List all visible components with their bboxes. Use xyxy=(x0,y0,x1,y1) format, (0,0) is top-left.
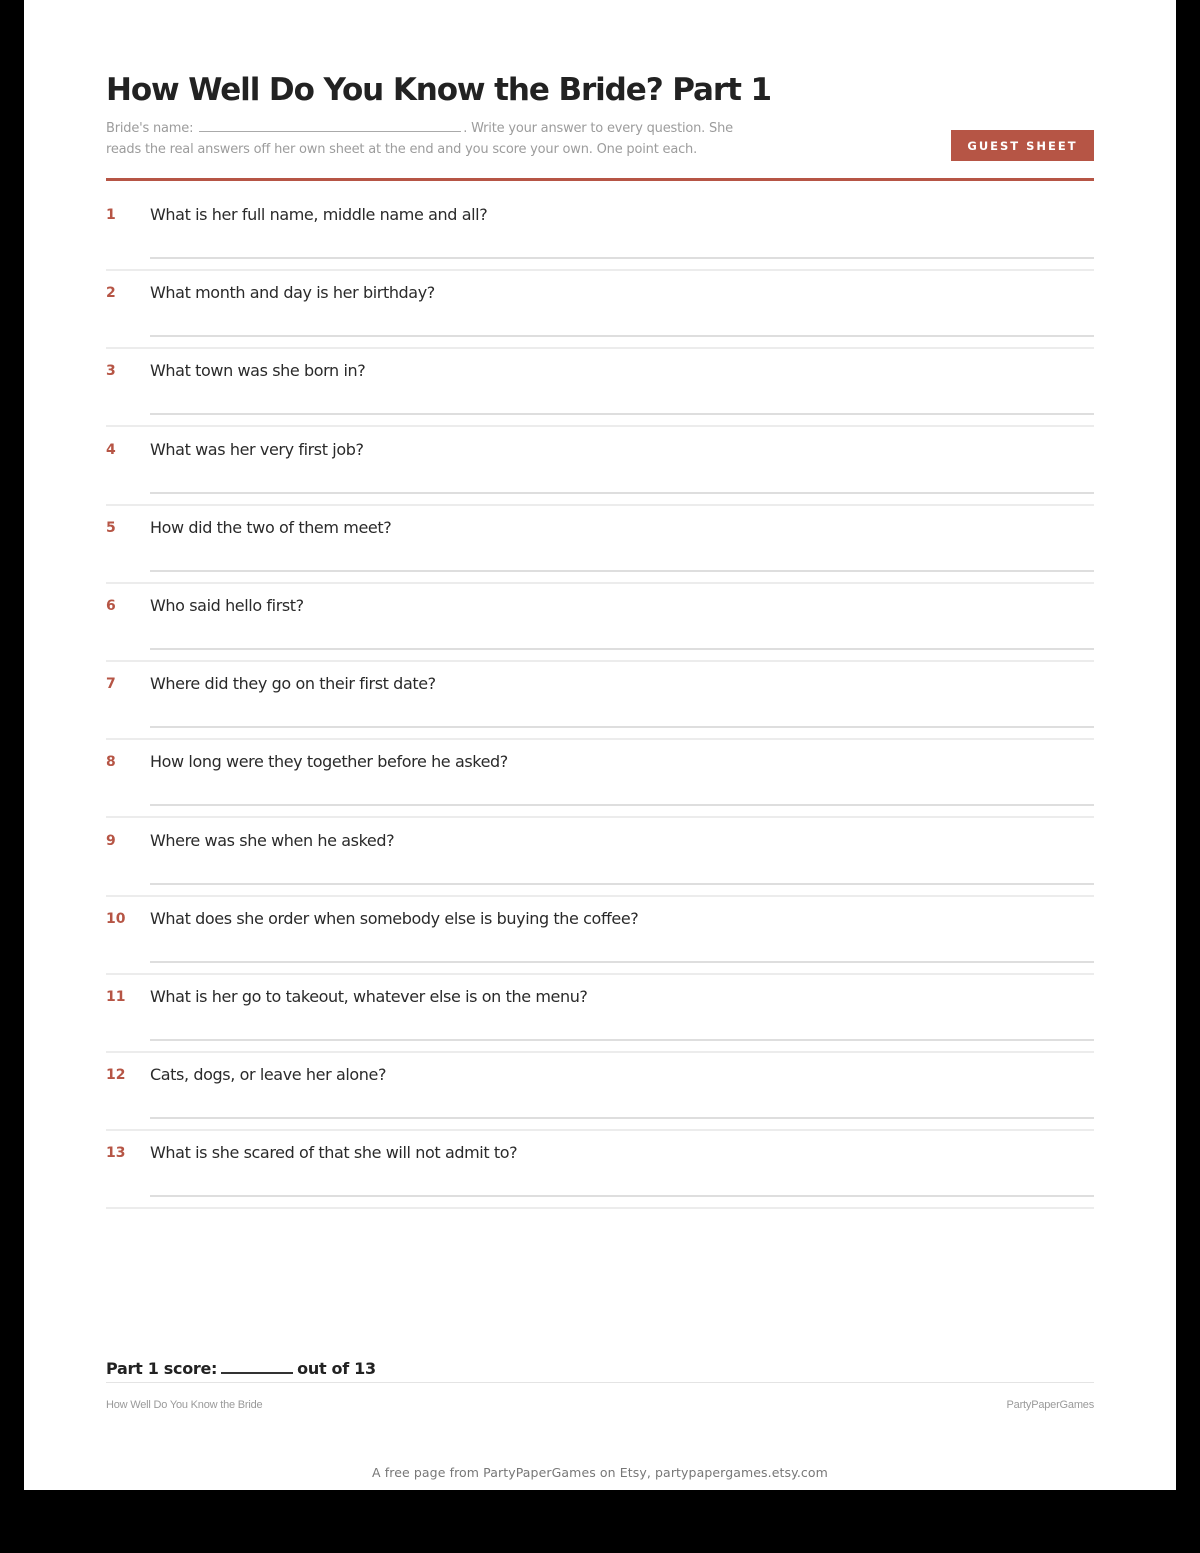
worksheet-page xyxy=(24,0,1176,1490)
answer-line[interactable] xyxy=(150,883,1094,885)
answer-line[interactable] xyxy=(150,648,1094,650)
answer-line[interactable] xyxy=(150,1195,1094,1197)
question-row xyxy=(106,585,1094,662)
guest-sheet-badge: GUEST SHEET xyxy=(951,130,1094,161)
question-text: Where was she when he asked? xyxy=(150,830,395,850)
question-text: What was her very first job? xyxy=(150,439,364,459)
answer-line[interactable] xyxy=(150,257,1094,259)
question-row xyxy=(106,898,1094,975)
question-number: 1 xyxy=(106,207,116,223)
question-text: What is her go to takeout, whatever else is on the menu? xyxy=(150,986,588,1006)
bride-name-label: Bride's name: xyxy=(106,121,194,136)
answer-line[interactable] xyxy=(150,1117,1094,1119)
question-text: What is her full name, middle name and all? xyxy=(150,205,488,224)
question-number: 12 xyxy=(106,1067,126,1084)
question-number: 8 xyxy=(106,754,116,771)
question-row xyxy=(106,429,1094,506)
score-suffix: out of 13 xyxy=(297,1359,376,1378)
instructions-line-2: reads the real answers off her own sheet at the end and you score your own. One point each. xyxy=(106,142,698,157)
question-row xyxy=(106,741,1094,818)
answer-line[interactable] xyxy=(150,492,1094,494)
question-number: 2 xyxy=(106,285,116,302)
question-row xyxy=(106,1132,1094,1209)
question-number: 11 xyxy=(106,988,126,1005)
instructions-line-1: . Write your answer to every question. She xyxy=(463,121,733,136)
question-list xyxy=(106,194,1094,1210)
question-text: Who said hello first? xyxy=(150,595,304,615)
question-text: How long were they together before he asked? xyxy=(150,752,508,772)
question-number: 7 xyxy=(106,676,116,693)
score-blank[interactable] xyxy=(221,1358,293,1374)
question-row xyxy=(106,350,1094,427)
question-text: What is she scared of that she will not admit to? xyxy=(150,1143,518,1163)
question-number: 10 xyxy=(106,910,126,927)
question-text: Where did they go on their first date? xyxy=(150,674,436,694)
bride-name-blank[interactable] xyxy=(199,119,461,132)
footer-divider xyxy=(106,1382,1094,1383)
question-row xyxy=(106,194,1094,271)
score-line xyxy=(106,1358,376,1378)
question-text: What month and day is her birthday? xyxy=(150,283,435,303)
question-text: How did the two of them meet? xyxy=(150,517,392,537)
answer-line[interactable] xyxy=(150,726,1094,728)
answer-line[interactable] xyxy=(150,1039,1094,1041)
question-row xyxy=(106,663,1094,740)
question-text: What town was she born in? xyxy=(150,361,366,381)
question-number: 9 xyxy=(106,832,116,849)
question-number: 4 xyxy=(106,441,116,458)
question-text: Cats, dogs, or leave her alone? xyxy=(150,1065,387,1085)
question-row xyxy=(106,507,1094,584)
question-text: What does she order when somebody else is buying the coffee? xyxy=(150,908,639,928)
question-number: 6 xyxy=(106,597,116,614)
answer-line[interactable] xyxy=(150,961,1094,963)
answer-line[interactable] xyxy=(150,413,1094,415)
answer-line[interactable] xyxy=(150,335,1094,337)
question-number: 3 xyxy=(106,363,116,380)
question-row xyxy=(106,820,1094,897)
question-row xyxy=(106,1054,1094,1131)
answer-line[interactable] xyxy=(150,804,1094,806)
footer-title: How Well Do You Know the Bride xyxy=(106,1399,263,1411)
credit-line: A free page from PartyPaperGames on Etsy, partypapergames.etsy.com xyxy=(372,1465,828,1480)
page-title: How Well Do You Know the Bride? Part 1 xyxy=(106,72,771,108)
header-divider xyxy=(106,178,1094,181)
score-label: Part 1 score: xyxy=(106,1359,218,1378)
intro-text xyxy=(106,118,826,160)
footer-brand: PartyPaperGames xyxy=(1006,1399,1094,1411)
question-number: 5 xyxy=(106,519,116,536)
question-row xyxy=(106,272,1094,349)
question-row xyxy=(106,976,1094,1053)
question-number: 13 xyxy=(106,1145,126,1162)
answer-line[interactable] xyxy=(150,570,1094,572)
